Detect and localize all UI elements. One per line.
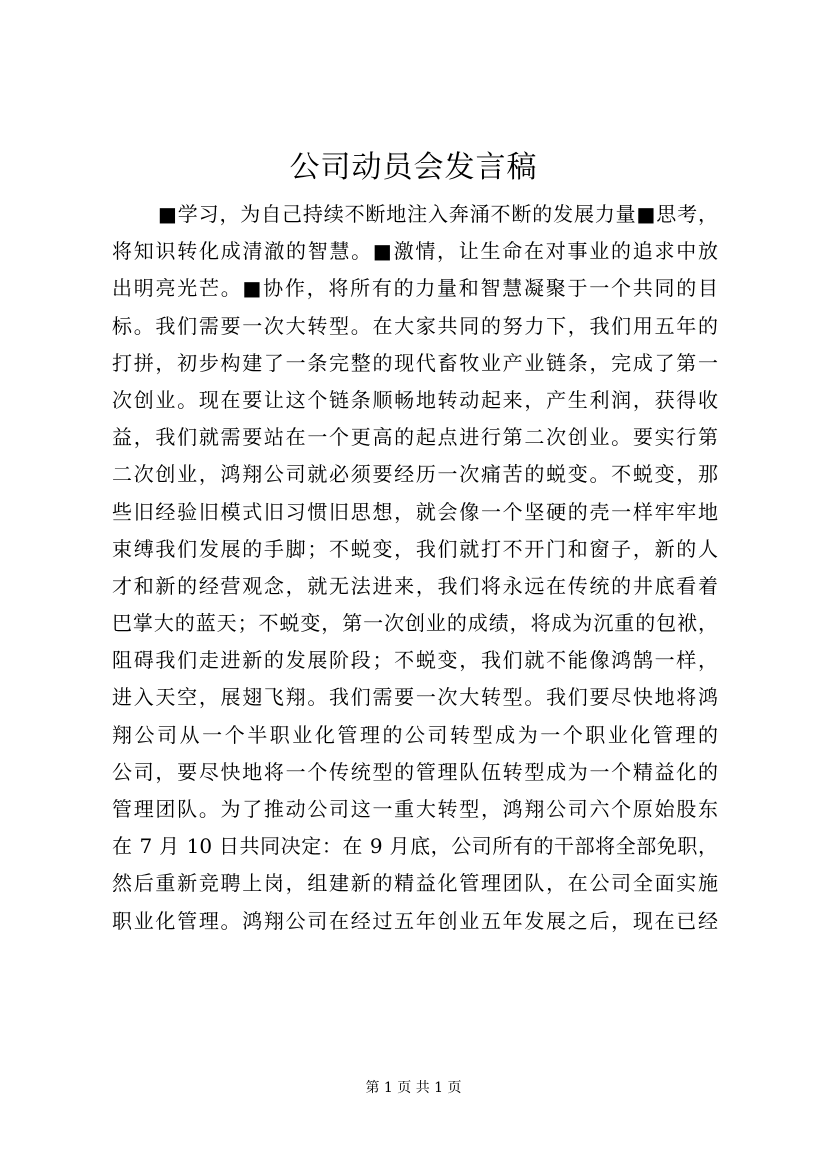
body-line: 标。我们需要一次大转型。在大家共同的努力下，我们用五年的 [112,313,718,338]
body-line: ■学习，为自己持续不断地注入奔涌不断的发展力量■思考， [158,202,718,226]
body-line: 益，我们就需要站在一个更高的起点进行第二次创业。要实行第 [112,425,718,450]
body-line: 才和新的经营观念，就无法进来，我们将永远在传统的井底看着 [112,573,718,598]
body-line: 公司，要尽快地将一个传统型的管理队伍转型成为一个精益化的 [112,759,718,784]
body-line: 些旧经验旧模式旧习惯旧思想，就会像一个坚硬的壳一样牢牢地 [112,499,718,524]
body-line: 打拼，初步构建了一条完整的现代畜牧业产业链条，完成了第一 [112,350,718,375]
body-line: 次创业。现在要让这个链条顺畅地转动起来，产生利润，获得收 [112,387,718,412]
document-body [112,196,718,940]
body-line: 进入天空，展翅飞翔。我们需要一次大转型。我们要尽快地将鸿 [112,685,718,710]
body-line: 将知识转化成清澈的智慧。■激情，让生命在对事业的追求中放 [112,239,718,264]
body-line: 二次创业，鸿翔公司就必须要经历一次痛苦的蜕变。不蜕变，那 [112,462,718,487]
body-line: 巴掌大的蓝天；不蜕变，第一次创业的成绩，将成为沉重的包袱， [112,611,718,636]
document-title: 公司动员会发言稿 [289,150,538,185]
body-line: 出明亮光芒。■协作，将所有的力量和智慧凝聚于一个共同的目 [112,276,718,301]
body-line: 然后重新竞聘上岗，组建新的精益化管理团队，在公司全面实施 [112,871,718,896]
body-line: 在 7 月 10 日共同决定：在 9 月底，公司所有的干部将全部免职， [112,834,718,859]
body-line: 翔公司从一个半职业化管理的公司转型成为一个职业化管理的 [112,722,718,747]
body-line: 职业化管理。鸿翔公司在经过五年创业五年发展之后，现在已经 [112,908,718,933]
body-line: 管理团队。为了推动公司这一重大转型，鸿翔公司六个原始股东 [112,797,718,821]
body-line: 阻碍我们走进新的发展阶段；不蜕变，我们就不能像鸿鹄一样， [112,648,718,673]
page-footer: 第 1 页 共 1 页 [365,1080,462,1096]
body-line: 束缚我们发展的手脚；不蜕变，我们就打不开门和窗子，新的人 [112,536,718,561]
